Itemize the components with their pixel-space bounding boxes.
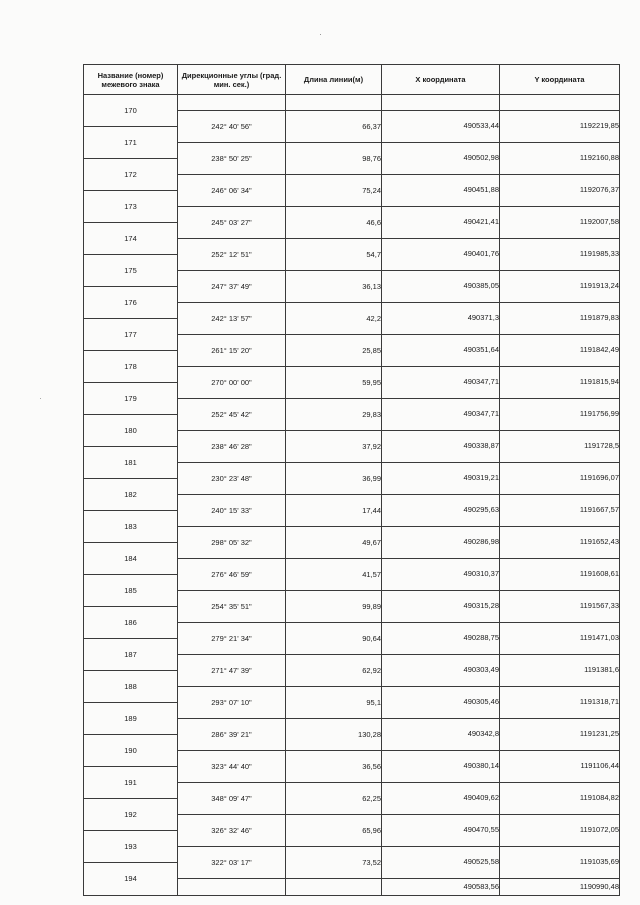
x-coordinate: 490525,58 bbox=[382, 846, 500, 878]
direction-angle: 293° 07' 10" bbox=[178, 686, 286, 718]
point-name: 187 bbox=[84, 639, 178, 671]
y-coordinate: 1191756,99 bbox=[500, 398, 620, 430]
point-name: 180 bbox=[84, 415, 178, 447]
line-length: 62,92 bbox=[286, 654, 382, 686]
y-coordinate: 1191608,61 bbox=[500, 558, 620, 590]
point-name: 176 bbox=[84, 287, 178, 319]
line-length: 46,6 bbox=[286, 206, 382, 238]
y-coordinate: 1191231,25 bbox=[500, 718, 620, 750]
x-coordinate: 490319,21 bbox=[382, 462, 500, 494]
x-coordinate: 490380,14 bbox=[382, 750, 500, 782]
table-row bbox=[84, 95, 620, 111]
point-name: 173 bbox=[84, 191, 178, 223]
y-coordinate: 1191072,05 bbox=[500, 814, 620, 846]
line-length: 36,99 bbox=[286, 462, 382, 494]
y-coordinate: 1192219,85 bbox=[500, 110, 620, 142]
point-name: 172 bbox=[84, 159, 178, 191]
x-coordinate: 490421,41 bbox=[382, 206, 500, 238]
direction-angle: 270° 00' 00" bbox=[178, 366, 286, 398]
x-coordinate: 490295,63 bbox=[382, 494, 500, 526]
point-name: 185 bbox=[84, 575, 178, 607]
point-name: 194 bbox=[84, 863, 178, 896]
line-length: 36,13 bbox=[286, 270, 382, 302]
direction-angle: 242° 13' 57" bbox=[178, 302, 286, 334]
direction-angle: 279° 21' 34" bbox=[178, 622, 286, 654]
direction-angle: 238° 50' 25" bbox=[178, 142, 286, 174]
direction-angle: 238° 46' 28" bbox=[178, 430, 286, 462]
y-coordinate: 1191696,07 bbox=[500, 462, 620, 494]
line-length: 65,96 bbox=[286, 814, 382, 846]
y-coordinate: 1191842,49 bbox=[500, 334, 620, 366]
direction-angle: 247° 37' 49" bbox=[178, 270, 286, 302]
point-name: 190 bbox=[84, 735, 178, 767]
y-coordinate: 1191815,94 bbox=[500, 366, 620, 398]
y-coordinate: 1192076,37 bbox=[500, 174, 620, 206]
x-coordinate: 490288,75 bbox=[382, 622, 500, 654]
table-header-row bbox=[84, 65, 620, 95]
line-length: 73,52 bbox=[286, 846, 382, 878]
direction-angle: 286° 39' 21" bbox=[178, 718, 286, 750]
y-coordinate: 1191567,33 bbox=[500, 590, 620, 622]
point-name: 177 bbox=[84, 319, 178, 351]
direction-angle: 326° 32' 46" bbox=[178, 814, 286, 846]
empty-cell bbox=[286, 95, 382, 111]
line-length: 37,92 bbox=[286, 430, 382, 462]
point-name: 188 bbox=[84, 671, 178, 703]
line-length: 36,56 bbox=[286, 750, 382, 782]
x-coordinate: 490347,71 bbox=[382, 366, 500, 398]
direction-angle: 252° 45' 42" bbox=[178, 398, 286, 430]
x-coordinate: 490401,76 bbox=[382, 238, 500, 270]
x-coordinate: 490371,3 bbox=[382, 302, 500, 334]
y-coordinate: 1192160,88 bbox=[500, 142, 620, 174]
line-length: 54,7 bbox=[286, 238, 382, 270]
x-coordinate: 490533,44 bbox=[382, 110, 500, 142]
x-coordinate: 490347,71 bbox=[382, 398, 500, 430]
x-coordinate: 490351,64 bbox=[382, 334, 500, 366]
direction-angle: 254° 35' 51" bbox=[178, 590, 286, 622]
direction-angle: 323° 44' 40" bbox=[178, 750, 286, 782]
x-coordinate: 490310,37 bbox=[382, 558, 500, 590]
direction-angle: 245° 03' 27" bbox=[178, 206, 286, 238]
point-name: 181 bbox=[84, 447, 178, 479]
line-length: 42,2 bbox=[286, 302, 382, 334]
direction-angle: 322° 03' 17" bbox=[178, 846, 286, 878]
line-length: 95,1 bbox=[286, 686, 382, 718]
direction-angle: 261° 15' 20" bbox=[178, 334, 286, 366]
point-name: 189 bbox=[84, 703, 178, 735]
line-length: 130,28 bbox=[286, 718, 382, 750]
boundary-coordinates-table bbox=[83, 64, 620, 896]
x-coordinate: 490338,87 bbox=[382, 430, 500, 462]
x-coordinate: 490451,88 bbox=[382, 174, 500, 206]
header-y: Y координата bbox=[500, 65, 620, 95]
y-coordinate: 1191106,44 bbox=[500, 750, 620, 782]
x-coordinate: 490583,56 bbox=[382, 878, 500, 895]
point-name: 179 bbox=[84, 383, 178, 415]
x-coordinate: 490409,62 bbox=[382, 782, 500, 814]
direction-angle: 242° 40' 56" bbox=[178, 110, 286, 142]
direction-angle: 271° 47' 39" bbox=[178, 654, 286, 686]
x-coordinate: 490342,8 bbox=[382, 718, 500, 750]
empty-cell bbox=[382, 95, 500, 111]
direction-angle: 246° 06' 34" bbox=[178, 174, 286, 206]
scan-speck bbox=[40, 398, 41, 399]
point-name: 178 bbox=[84, 351, 178, 383]
y-coordinate: 1191084,82 bbox=[500, 782, 620, 814]
header-length: Длина линии(м) bbox=[286, 65, 382, 95]
x-coordinate: 490315,28 bbox=[382, 590, 500, 622]
y-coordinate: 1191667,57 bbox=[500, 494, 620, 526]
line-length: 98,76 bbox=[286, 142, 382, 174]
x-coordinate: 490502,98 bbox=[382, 142, 500, 174]
direction-angle: 298° 05' 32" bbox=[178, 526, 286, 558]
line-length: 90,64 bbox=[286, 622, 382, 654]
x-coordinate: 490305,46 bbox=[382, 686, 500, 718]
point-name: 183 bbox=[84, 511, 178, 543]
line-length: 25,85 bbox=[286, 334, 382, 366]
y-coordinate: 1191381,6 bbox=[500, 654, 620, 686]
x-coordinate: 490385,05 bbox=[382, 270, 500, 302]
y-coordinate: 1191318,71 bbox=[500, 686, 620, 718]
empty-cell bbox=[178, 95, 286, 111]
y-coordinate: 1192007,58 bbox=[500, 206, 620, 238]
table-body bbox=[84, 95, 620, 896]
line-length: 99,89 bbox=[286, 590, 382, 622]
x-coordinate: 490286,98 bbox=[382, 526, 500, 558]
y-coordinate: 1191471,03 bbox=[500, 622, 620, 654]
y-coordinate: 1191035,69 bbox=[500, 846, 620, 878]
scan-speck bbox=[320, 34, 321, 35]
direction-angle: 240° 15' 33" bbox=[178, 494, 286, 526]
empty-cell bbox=[178, 878, 286, 895]
line-length: 17,44 bbox=[286, 494, 382, 526]
point-name: 191 bbox=[84, 767, 178, 799]
line-length: 75,24 bbox=[286, 174, 382, 206]
point-name: 184 bbox=[84, 543, 178, 575]
y-coordinate: 1191913,24 bbox=[500, 270, 620, 302]
line-length: 62,25 bbox=[286, 782, 382, 814]
line-length: 59,95 bbox=[286, 366, 382, 398]
point-name: 182 bbox=[84, 479, 178, 511]
direction-angle: 276° 46' 59" bbox=[178, 558, 286, 590]
point-name: 174 bbox=[84, 223, 178, 255]
empty-cell bbox=[286, 878, 382, 895]
empty-cell bbox=[500, 95, 620, 111]
direction-angle: 230° 23' 48" bbox=[178, 462, 286, 494]
header-x: X координата bbox=[382, 65, 500, 95]
point-name: 170 bbox=[84, 95, 178, 127]
direction-angle: 348° 09' 47" bbox=[178, 782, 286, 814]
y-coordinate: 1191652,43 bbox=[500, 526, 620, 558]
point-name: 171 bbox=[84, 127, 178, 159]
y-coordinate: 1190990,48 bbox=[500, 878, 620, 895]
line-length: 49,67 bbox=[286, 526, 382, 558]
x-coordinate: 490303,49 bbox=[382, 654, 500, 686]
header-name: Название (номер) межевого знака bbox=[84, 65, 178, 95]
header-angles: Дирекционные углы (град. мин. сек.) bbox=[178, 65, 286, 95]
line-length: 41,57 bbox=[286, 558, 382, 590]
y-coordinate: 1191728,5 bbox=[500, 430, 620, 462]
x-coordinate: 490470,55 bbox=[382, 814, 500, 846]
y-coordinate: 1191879,83 bbox=[500, 302, 620, 334]
direction-angle: 252° 12' 51" bbox=[178, 238, 286, 270]
y-coordinate: 1191985,33 bbox=[500, 238, 620, 270]
point-name: 186 bbox=[84, 607, 178, 639]
point-name: 192 bbox=[84, 799, 178, 831]
point-name: 175 bbox=[84, 255, 178, 287]
point-name: 193 bbox=[84, 831, 178, 863]
line-length: 66,37 bbox=[286, 110, 382, 142]
line-length: 29,83 bbox=[286, 398, 382, 430]
